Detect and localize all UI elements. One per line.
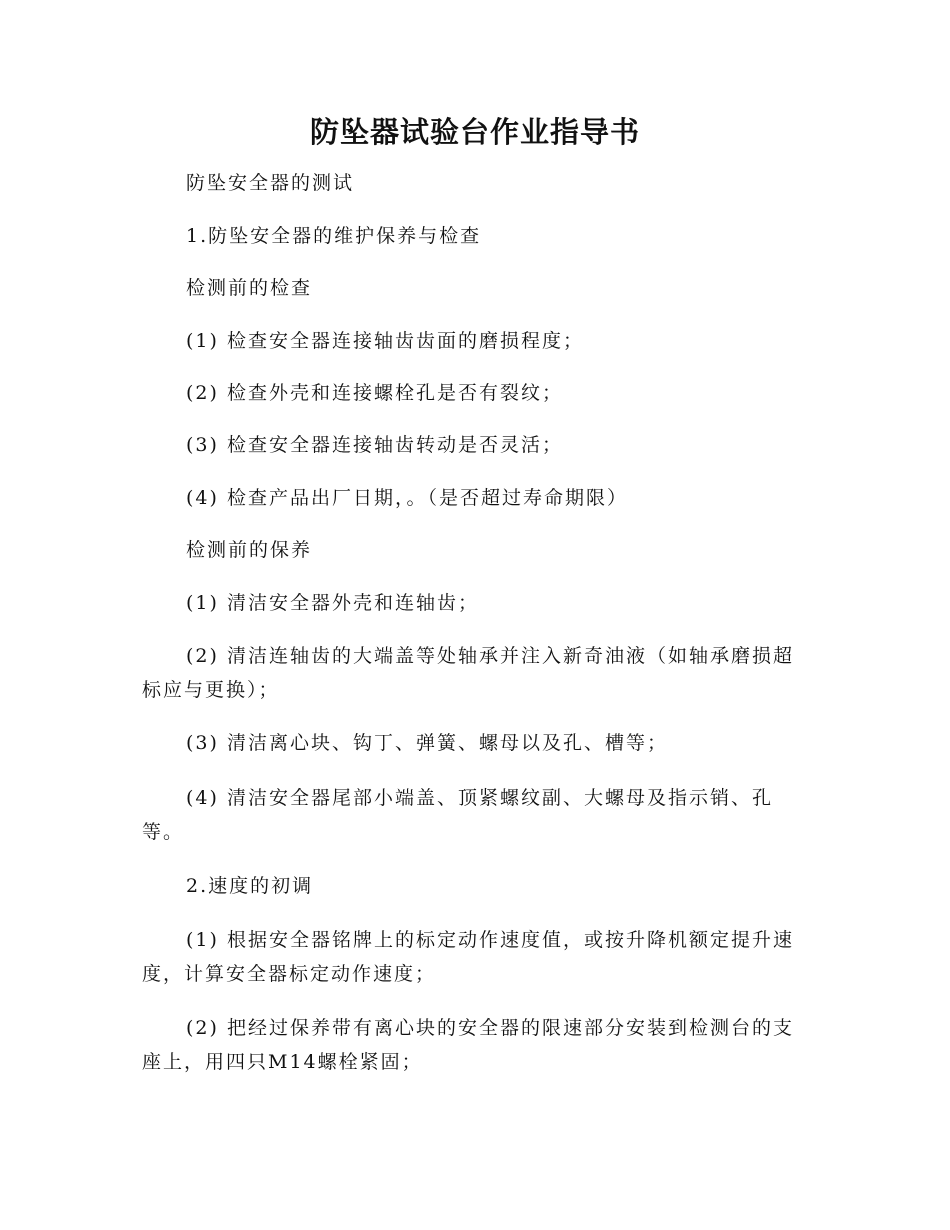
document-title: 防坠器试验台作业指导书 — [309, 115, 640, 149]
paragraph-maintenance-item-1: (1) 清洁安全器外壳和连轴齿； — [186, 592, 479, 614]
paragraph-check-item-1: (1) 检查安全器连接轴齿齿面的磨损程度； — [186, 330, 584, 352]
paragraph-check-item-2: (2) 检查外壳和连接螺栓孔是否有裂纹； — [186, 382, 563, 404]
paragraph-maintenance-heading: 1.防坠安全器的维护保养与检查 — [186, 225, 482, 247]
paragraph-maintenance-item-4: (4) 清洁安全器尾部小端盖、顶紧螺纹副、大螺母及指示销、孔等。 — [142, 787, 773, 843]
paragraph-speed-heading: 2.速度的初调 — [186, 875, 314, 897]
paragraph-pre-maintenance-heading: 检测前的保养 — [186, 539, 313, 561]
paragraph-speed-item-2: (2) 把经过保养带有离心块的安全器的限速部分安装到检测台的支座上，用四只M14螺栓紧固； — [142, 1017, 794, 1073]
paragraph-check-item-3: (3) 检查安全器连接轴齿转动是否灵活； — [186, 434, 563, 456]
paragraph-maintenance-item-2: (2) 清洁连轴齿的大端盖等处轴承并注入新奇油液（如轴承磨损超标应与更换）； — [142, 645, 794, 701]
paragraph-speed-item-1: (1) 根据安全器铭牌上的标定动作速度值，或按升降机额定提升速度，计算安全器标定动作速度； — [142, 929, 794, 985]
paragraph-pre-check-heading: 检测前的检查 — [186, 277, 313, 299]
paragraph-section-heading: 防坠安全器的测试 — [186, 172, 355, 194]
paragraph-maintenance-item-3: (3) 清洁离心块、钩丁、弹簧、螺母以及孔、槽等； — [186, 732, 668, 754]
paragraph-check-item-4: (4) 检查产品出厂日期，。（是否超过寿命期限） — [186, 487, 628, 509]
